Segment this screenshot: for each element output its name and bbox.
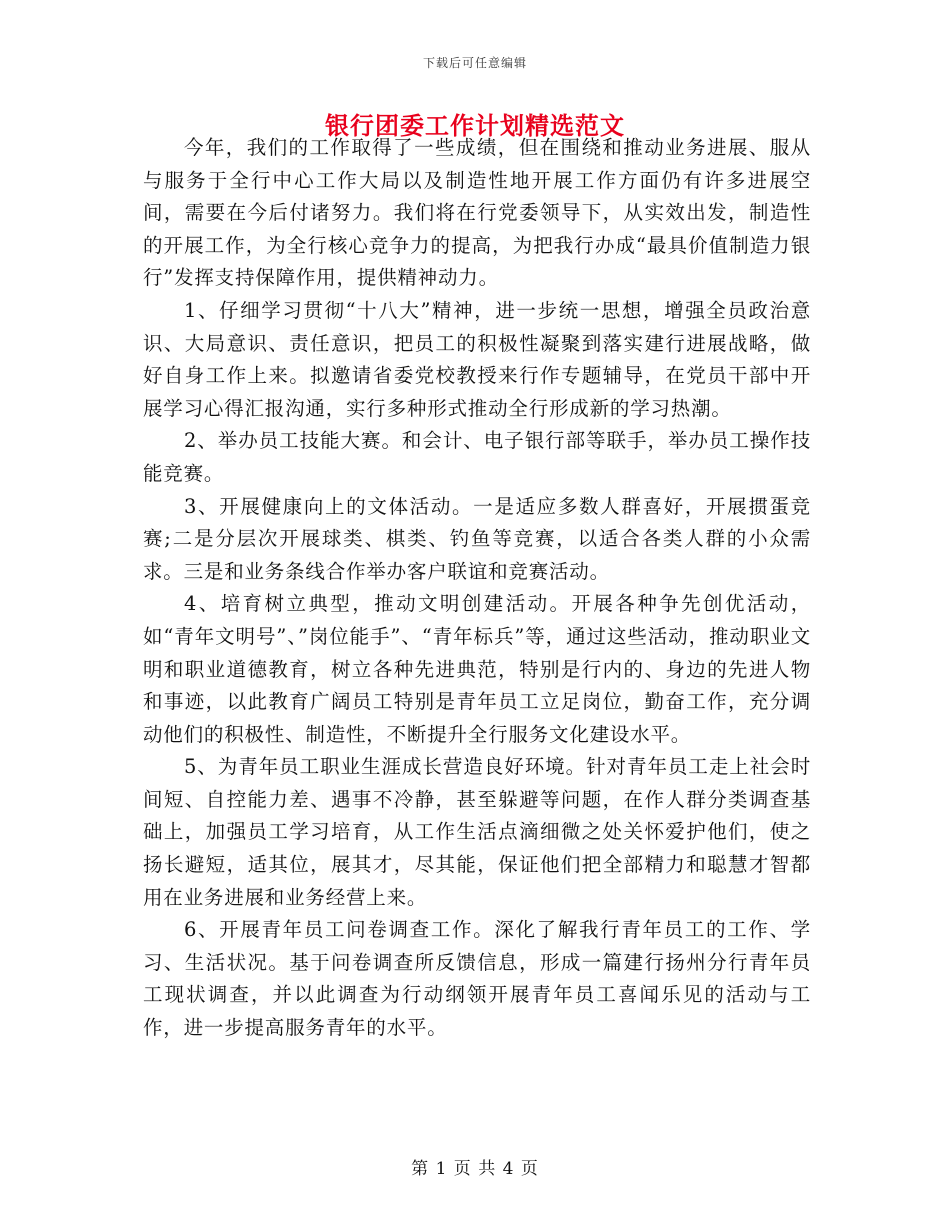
document-title: 银行团委工作计划精选范文 bbox=[325, 111, 625, 140]
paragraph-item-6: 6、开展青年员工问卷调查工作。深化了解我行青年员工的工作、学习、生活状况。基于问卷调查所反馈信息，形成一篇建行扬州分行青年员工现状调查，并以此调查为行动纲领开展青年员工喜闻乐见的活动与工作，进一步提高服务青年的水平。 bbox=[143, 918, 811, 1040]
paragraph-item-2: 2、举办员工技能大赛。和会计、电子银行部等联手，举办员工操作技能竞赛。 bbox=[143, 429, 811, 485]
paragraph-item-5: 5、为青年员工职业生涯成长营造良好环境。针对青年员工走上社会时间短、自控能力差、遇事不冷静，甚至躲避等问题，在作人群分类调查基础上，加强员工学习培育，从工作生活点滴细微之处关怀爱护他们，使之扬长避短，适其位，展其才，尽其能，保证他们把全部精力和聪慧才智都用在业务进展和业务经营上来。 bbox=[143, 755, 811, 909]
paragraph-intro: 今年，我们的工作取得了一些成绩，但在围绕和推动业务进展、服从与服务于全行中心工作大局以及制造性地开展工作方面仍有许多进展空间，需要在今后付诸努力。我们将在行党委领导下，从实效出发，制造性的开展工作，为全行核心竞争力的提高，为把我行办成“最具价值制造力银行”发挥支持保障作用，提供精神动力。 bbox=[143, 136, 811, 290]
paragraph-item-1: 1、仔细学习贯彻“十八大”精神，进一步统一思想，增强全员政治意识、大局意识、责任意识，把员工的积极性凝聚到落实建行进展战略，做好自身工作上来。拟邀请省委党校教授来行作专题辅导，在党员干部中开展学习心得汇报沟通，实行多种形式推动全行形成新的学习热潮。 bbox=[143, 298, 811, 420]
paragraph-item-4: 4、培育树立典型，推动文明创建活动。开展各种争先创优活动，如“青年文明号”、”岗位能手”、“青年标兵”等，通过这些活动，推动职业文明和职业道德教育，树立各种先进典范，特别是行内的、身边的先进人物和事迹，以此教育广阔员工特别是青年员工立足岗位，勤奋工作，充分调动他们的积极性、制造性，不断提升全行服务文化建设水平。 bbox=[143, 592, 811, 746]
document-body bbox=[143, 132, 811, 1045]
page-footer: 第 1 页 共 4 页 bbox=[411, 1159, 539, 1179]
paragraph-item-3: 3、开展健康向上的文体活动。一是适应多数人群喜好，开展掼蛋竞赛;二是分层次开展球类、棋类、钓鱼等竞赛，以适合各类人群的小众需求。三是和业务条线合作举办客户联谊和竞赛活动。 bbox=[143, 494, 811, 583]
header-note: 下载后可任意编辑 bbox=[422, 56, 527, 70]
